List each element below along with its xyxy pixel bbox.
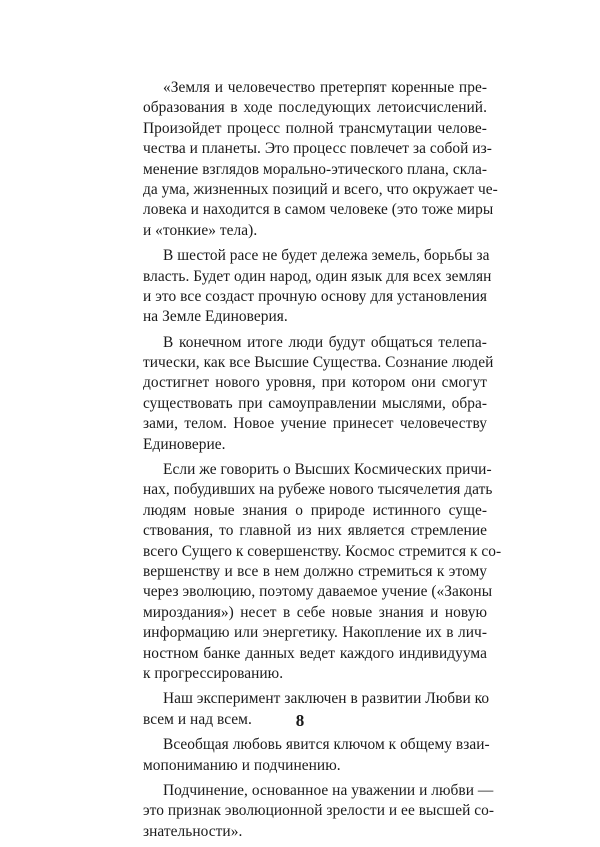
text-line: достигнет нового уровня, при котором они смогут xyxy=(143,374,487,392)
text-line: всем и над всем. xyxy=(143,710,252,728)
text-line: мироздания») несет в себе новые знания и новую xyxy=(143,603,487,621)
text-line: вершенству и все в нем должно стремиться к этому xyxy=(143,562,487,580)
text-line: образования в ходе последующих летоисчислений. xyxy=(143,99,487,117)
text-line: и это все создаст прочную основу для установления xyxy=(143,287,487,305)
text-line: всего Сущего к совершенству. Космос стремится к со- xyxy=(143,542,502,560)
text-line: власть. Будет один народ, один язык для всех землян xyxy=(143,267,492,285)
text-line: чества и планеты. Это процесс повлечет за собой из- xyxy=(143,140,492,158)
paragraph xyxy=(143,78,498,241)
text-line: зами, телом. Новое учение принесет человечеству xyxy=(143,415,487,433)
text-line: Подчинение, основанное на уважении и любви — xyxy=(163,781,494,799)
text-line: Всеобщая любовь явится ключом к общему взаи- xyxy=(163,736,490,754)
text-line: людям новые знания о природе истинного суще- xyxy=(143,501,487,519)
body-text xyxy=(143,78,502,847)
text-line: ловека и находится в самом человеке (это тоже миры xyxy=(143,201,494,219)
text-line: да ума, жизненных позиций и всего, что окружает че- xyxy=(143,180,498,198)
text-line: «Земля и человечество претерпят коренные пре- xyxy=(163,79,487,96)
text-line: Произойдет процесс полной трансмутации челове- xyxy=(143,119,487,137)
text-line: нах, побудивших на рубеже нового тысячелетия дать xyxy=(143,481,493,499)
text-line: через эволюцию, поэтому даваемое учение («Законы xyxy=(143,583,493,601)
text-line: и «тонкие» тела). xyxy=(143,221,258,239)
text-line: Наш эксперимент заключен в развитии Любви ко xyxy=(163,690,490,708)
text-line: тически, как все Высшие Существа. Сознание людей xyxy=(143,354,494,372)
text-line: мопониманию и подчинению. xyxy=(143,756,341,774)
text-line: существовать при самоуправлении мыслями, обра- xyxy=(143,394,487,412)
text-line: Единоверие. xyxy=(143,435,226,453)
paragraph xyxy=(143,735,490,776)
text-line: к прогрессированию. xyxy=(143,664,284,682)
text-line: В шестой расе не будет дележа земель, борьбы за xyxy=(163,247,490,265)
paragraph xyxy=(143,460,502,684)
paragraph xyxy=(143,781,495,842)
text-line: менение взглядов морально-этического плана, скла- xyxy=(143,160,488,178)
text-line: ствования, то главной из них является стремление xyxy=(143,522,487,540)
text-line: информацию или энергетику. Накопление их в лич- xyxy=(143,624,487,642)
page-number: 8 xyxy=(295,711,305,730)
paragraph xyxy=(143,333,494,455)
text-line: знательности». xyxy=(143,822,243,840)
paragraph xyxy=(143,246,492,328)
text-line: на Земле Единоверия. xyxy=(143,308,288,326)
text-line: это признак эволюционной зрелости и ее высшей со- xyxy=(143,802,495,820)
text-line: В конечном итоге люди будут общаться телепа- xyxy=(163,333,487,351)
text-line: Если же говорить о Высших Космических причи- xyxy=(163,461,492,479)
text-line: ностном банке данных ведет каждого индивидуума xyxy=(143,644,487,662)
